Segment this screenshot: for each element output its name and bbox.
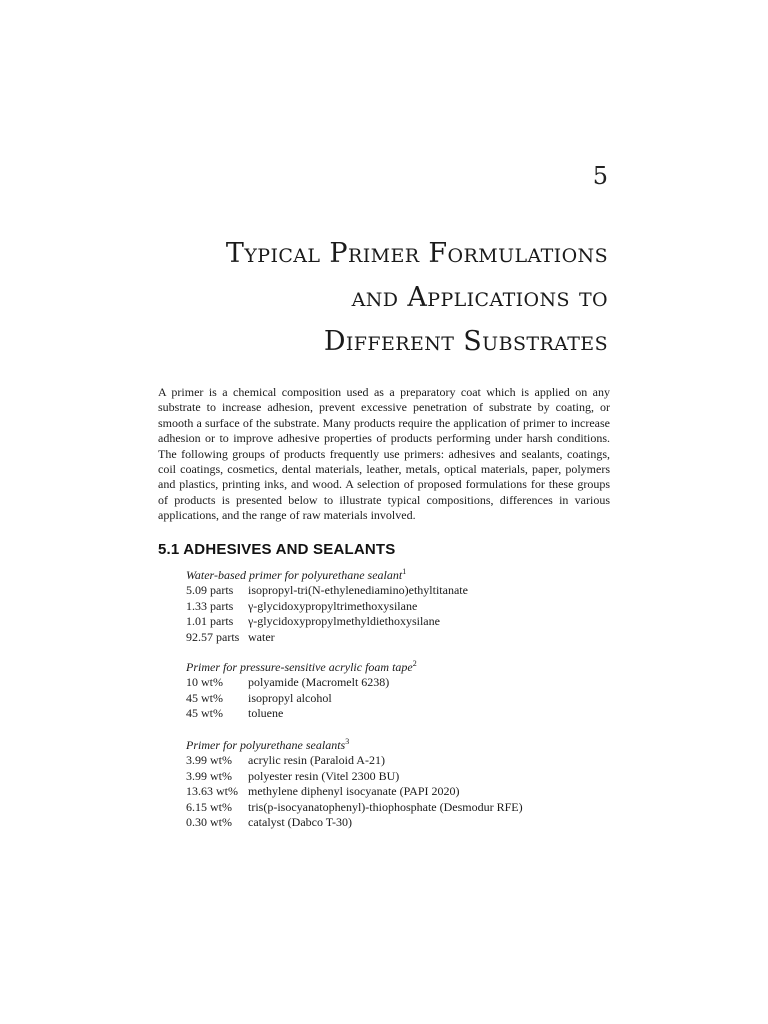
- component: toluene: [248, 706, 284, 721]
- formulation-2: [186, 660, 616, 722]
- chapter-title-line-3: Different Substrates: [323, 326, 608, 357]
- component: catalyst (Dabco T-30): [248, 815, 352, 830]
- formulation-title-text: Primer for polyurethane sealants: [186, 738, 346, 752]
- component: acrylic resin (Paraloid A-21): [248, 753, 385, 768]
- formulation-1: [186, 568, 616, 645]
- reference-number: 1: [402, 567, 407, 576]
- amount: 0.30 wt%: [186, 815, 232, 830]
- section-heading: 5.1 ADHESIVES AND SEALANTS: [158, 541, 396, 558]
- reference-number: 3: [345, 737, 350, 746]
- component: isopropyl alcohol: [248, 690, 332, 705]
- formulation-row: [186, 815, 616, 830]
- chapter-title: [48, 232, 608, 364]
- formulation-row: [186, 769, 616, 784]
- formulation-row: [186, 630, 616, 645]
- amount: 5.09 parts: [186, 583, 234, 598]
- component: isopropyl-tri(N-ethylenediamino)ethyltitanate: [248, 583, 468, 598]
- formulation-row: [186, 691, 616, 706]
- formulation-title: [186, 660, 616, 675]
- component: methylene diphenyl isocyanate (PAPI 2020): [248, 784, 460, 799]
- formulation-row: [186, 753, 616, 768]
- component: polyester resin (Vitel 2300 BU): [248, 768, 400, 783]
- formulation-title: [186, 568, 616, 583]
- formulation-row: [186, 583, 616, 598]
- amount: 13.63 wt%: [186, 784, 238, 799]
- formulation-row: [186, 614, 616, 629]
- component: tris(p-isocyanatophenyl)-thiophosphate (Desmodur RFE): [248, 799, 523, 814]
- chapter-title-line-2: and Applications to: [351, 282, 608, 313]
- amount: 6.15 wt%: [186, 799, 232, 814]
- formulation-row: [186, 675, 616, 690]
- chapter-number: 5: [592, 162, 608, 190]
- amount: 45 wt%: [186, 706, 223, 721]
- amount: 1.33 parts: [186, 598, 234, 613]
- reference-number: 2: [412, 659, 417, 668]
- amount: 45 wt%: [186, 690, 223, 705]
- intro-paragraph: A primer is a chemical composition used as a preparatory coat which is applied on any substrate to increase adhesion, prevent excessive penetration of substrate by coating, or smooth a surface of the substrate. Many products require the application of primer to increase adhesion or to improve adhesive properties of products performing under harsh conditions. The following groups of products frequently use primers: adhesives and sealants, coatings, coil coatings, cosmetics, dental materials, leather, metals, optical materials, paper, polymers and plastics, printing inks, and wood. A selection of proposed formulations for these groups of products is presented below to illustrate typical compositions, differences in various applications, and the range of raw materials involved.: [158, 385, 610, 523]
- formulation-row: [186, 784, 616, 799]
- formulation-row: [186, 706, 616, 721]
- amount: 92.57 parts: [186, 629, 240, 644]
- formulation-title: [186, 738, 616, 753]
- formulation-title-text: Water-based primer for polyurethane sealant: [186, 568, 403, 582]
- component: γ-glycidoxypropylmethyldiethoxysilane: [248, 614, 440, 629]
- formulation-row: [186, 599, 616, 614]
- amount: 3.99 wt%: [186, 753, 232, 768]
- formulation-title-text: Primer for pressure-sensitive acrylic foam tape: [186, 660, 413, 674]
- amount: 3.99 wt%: [186, 768, 232, 783]
- formulation-row: [186, 800, 616, 815]
- amount: 1.01 parts: [186, 614, 234, 629]
- amount: 10 wt%: [186, 675, 223, 690]
- component: water: [248, 629, 275, 644]
- component: γ-glycidoxypropyltrimethoxysilane: [248, 598, 418, 613]
- component: polyamide (Macromelt 6238): [248, 675, 390, 690]
- formulation-3: [186, 738, 616, 830]
- chapter-title-line-1: Typical Primer Formulations: [225, 238, 608, 269]
